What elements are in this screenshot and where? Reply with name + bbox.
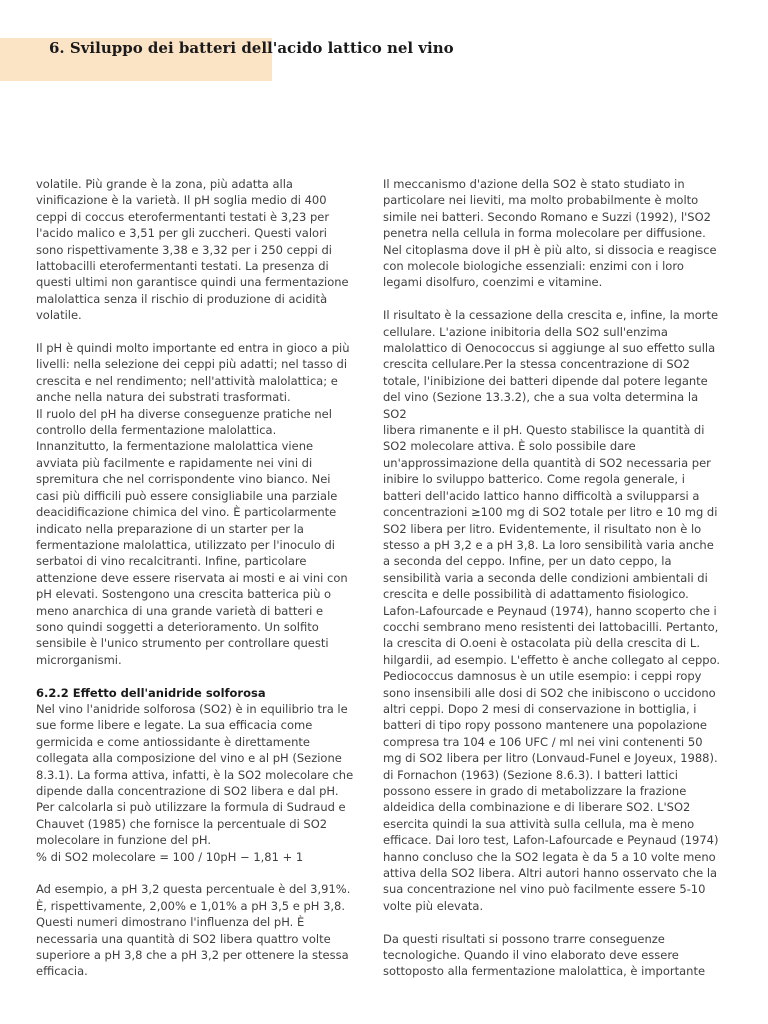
right-paragraph-3: Da questi risultati si possono trarre conseguenze tecnologiche. Quando il vino elaborato deve essere sottoposto alla fermentazione malolattica, è importante [383,931,706,979]
left-paragraph-2: Il pH è quindi molto importante ed entra in gioco a più livelli: nella selezione dei ceppi più adatti; nel tasso di crescita e nel rendimento; nell'attività malolattica; e anche nella natura dei substrati trasformati. Il ruolo del pH ha diverse conseguenze pratiche nel controllo della fermentazione malolattica. Innanzitutto, la fermentazione malolattica viene avviata più facilmente e rapidamente nei vini di spremitura che nel corrispondente vino bianco. Nei casi più difficili può essere consigliabile una parziale deacidificazione chimica del vino. È particolarmente indicato nella preparazione di un starter per la fermentazione malolattica, utilizzato per l'inoculo di serbatoi di vino recalcitranti. Infine, particolare attenzione deve essere riservata ai mosti e ai vini con pH elevati. Sostengono una crescita batterica più o meno anarchica di una grande varietà di batteri e sono quindi soggetti a deterioramento. Un solfito sensibile è l'unico strumento per controllare questi microrganismi. [36,341,350,667]
left-paragraph-1: volatile. Più grande è la zona, più adatta alla vinificazione è la varietà. Il pH soglia medio di 400 ceppi di coccus eterofermentanti testati è 3,23 per l'acido malico e 3,51 per gli zuccheri. Questi valori sono rispettivamente 3,38 e 3,32 per i 250 ceppi di lattobacilli eterofermentanti testati. La presenza di questi ultimi non garantisce quindi una fermentazione malolattica senza il rischio di produzione di acidità volatile. [36,177,349,323]
section-heading: 6.2.2 Effetto dell'anidride solforosa [36,685,266,700]
page-title: 6. Sviluppo dei batteri dell'acido lattico nel vino [49,39,454,57]
right-paragraph-1: Il meccanismo d'azione della SO2 è stato studiato in particolare nei lieviti, ma molto probabilmente è molto simile nei batteri. Secondo Romano e Suzzi (1992), l'SO2 penetra nella cellula in forma molecolare per diffusione. Nel citoplasma dove il pH è più alto, si dissocia e reagisce con molecole biologiche essenziali: enzimi con i loro legami disolfuro, coenzimi e vitamine. [383,177,717,290]
right-paragraph-2: Il risultato è la cessazione della crescita e, infine, la morte cellulare. L'azione inibitoria della SO2 sull'enzima malolattico di Oenococcus si aggiunge al suo effetto sulla crescita cellulare.Per la stessa concentrazione di SO2 totale, l'inibizione dei batteri dipende dal potere legante del vino (Sezione 13.3.2), che a sua volta determina la SO2 libera rimanente e il pH. Questo stabilisce la quantità di SO2 molecolare attiva. È solo possibile dare un'approssimazione della quantità di SO2 necessaria per inibire lo sviluppo batterico. Come regola generale, i batteri dell'acido lattico hanno difficoltà a svilupparsi a concentrazioni ≥100 mg di SO2 totale per litro e 10 mg di SO2 libera per litro. Evidentemente, il risultato non è lo stesso a pH 3,2 e a pH 3,8. La loro sensibilità varia anche a seconda del ceppo. Infine, per un dato ceppo, la sensibilità varia a seconda delle condizioni ambientali di crescita e delle possibilità di adattamento fisiologico. Lafon-Lafourcade e Peynaud (1974), hanno scoperto che i cocchi sembrano meno resistenti dei lattobacilli. Pertanto, la crescita di O.oeni è ostacolata più della crescita di L. hilgardii, ad esempio. L'effetto è anche collegato al ceppo. Pediococcus damnosus è un utile esempio: i ceppi ropy sono insensibili alle dosi di SO2 che inibiscono o uccidono altri ceppi. Dopo 2 mesi di conservazione in bottiglia, i batteri di tipo ropy possono mantenere una popolazione compresa tra 104 e 106 UFC / ml nei vini contenenti 50 mg di SO2 libera per litro (Lonvaud-Funel e Joyeux, 1988). di Fornachon (1963) (Sezione 8.6.3). I batteri lattici possono essere in grado di metabolizzare la frazione aldeidica della combinazione e di liberare SO2. L'SO2 esercita quindi la sua attività sulla cellula, ma è meno efficace. Dai loro test, Lafon-Lafourcade e Peynaud (1974) hanno concluso che la SO2 legata è da 5 a 10 volte meno attiva della SO2 libera. Altri autori hanno osservato che la sua concentrazione nel vino può facilmente essere 5-10 volte più elevata. [383,308,721,913]
left-column [36,176,356,980]
left-paragraph-3: Nel vino l'anidride solforosa (SO2) è in equilibrio tra le sue forme libere e legate. La sua efficacia come germicida e come antiossidante è direttamente collegata alla composizione del vino e al pH (Sezione 8.3.1). La forma attiva, infatti, è la SO2 molecolare che dipende dalla concentrazione di SO2 libera e dal pH. Per calcolarla si può utilizzare la formula di Sudraud e Chauvet (1985) che fornisce la percentuale di SO2 molecolare in funzione del pH. % di SO2 molecolare = 100 / 10pH − 1,81 + 1 [36,701,354,864]
left-paragraph-4: Ad esempio, a pH 3,2 questa percentuale è del 3,91%. È, rispettivamente, 2,00% e 1,01% a pH 3,5 e pH 3,8. Questi numeri dimostrano l'influenza del pH. È necessaria una quantità di SO2 libera quattro volte superiore a pH 3,8 che a pH 3,2 per ottenere la stessa efficacia. [36,882,351,979]
right-column [383,176,721,980]
